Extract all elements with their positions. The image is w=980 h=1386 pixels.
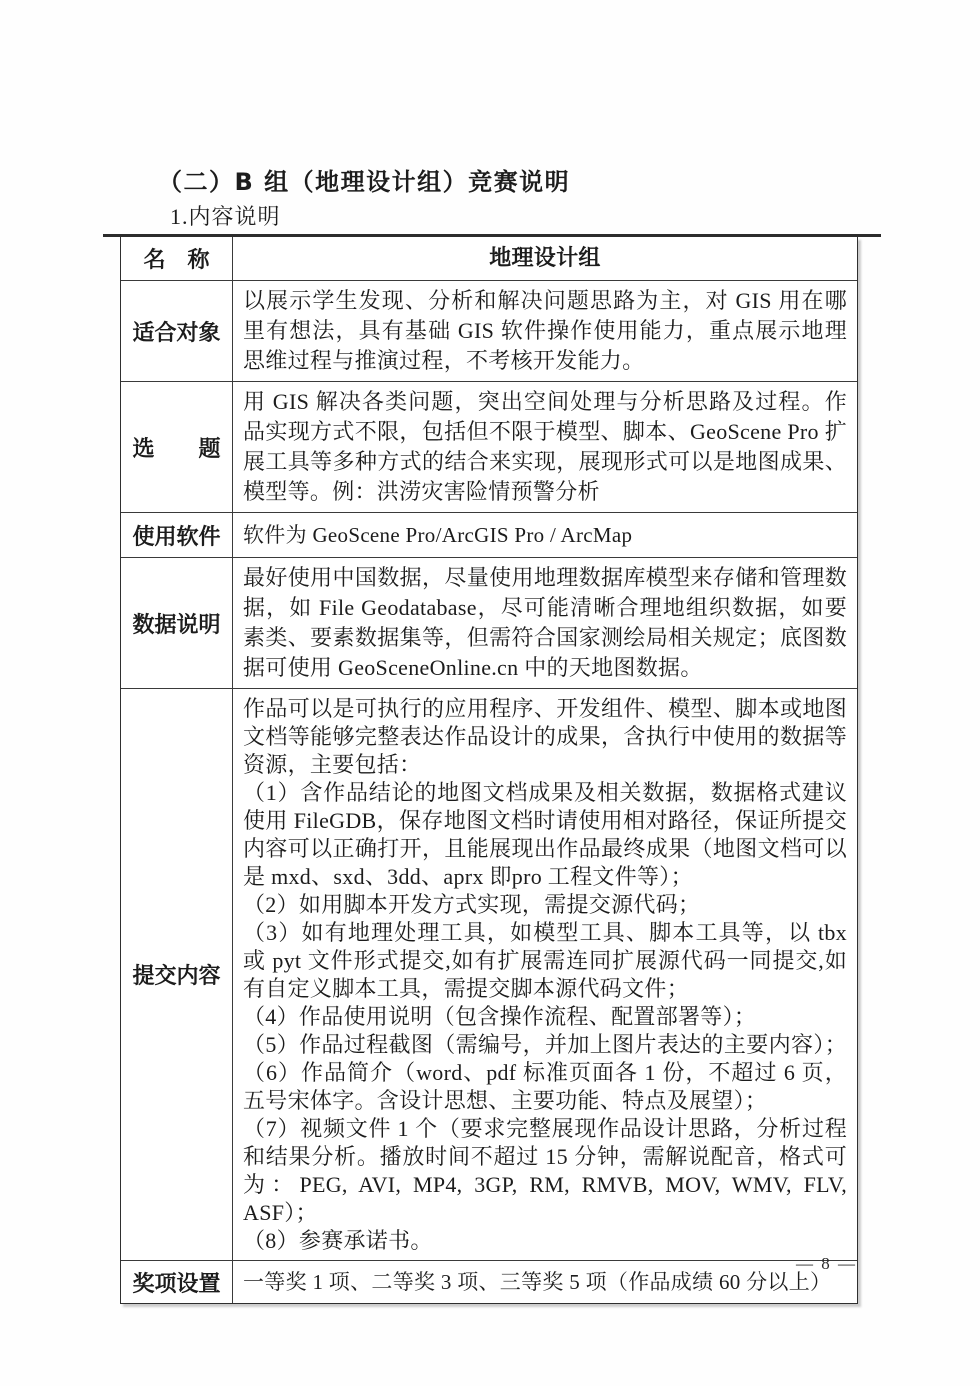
row-content — [233, 689, 857, 1260]
row-content — [233, 382, 857, 512]
paragraph: （3）如有地理处理工具，如模型工具、脚本工具等，以 tbx 或 pyt 文件形式提交,如有扩展需连同扩展源代码一同提交,如有自定义脚本工具，需提交脚本源代码文件； — [243, 920, 847, 1001]
row-label: 数据说明 — [121, 558, 233, 688]
paragraph: （7）视频文件 1 个（要求完整展现作品设计思路，分析过程和结果分析。播放时间不超过 15 分钟，需解说配音，格式可为：PEG, AVI, MP4, 3GP, RM, RMVB, MOV, WMV, FLV, ASF）； — [243, 1116, 847, 1225]
paragraph: 最好使用中国数据，尽量使用地理数据库模型来存储和管理数据，如 File Geodatabase，尽可能清晰合理地组织数据，如要素类、要素数据集等，但需符合国家测绘局相关规定；底图数据可使用 GeoSceneOnline.cn 中的天地图数据。 — [243, 565, 847, 680]
page-number: — 8 — — [796, 1254, 857, 1273]
paragraph: （1）含作品结论的地图文档成果及相关数据，数据格式建议使用 FileGDB，保存地图文档时请使用相对路径，保证所提交内容可以正确打开，且能展现出作品最终成果（地图文档可以是 mxd、sxd、3dd、aprx 即pro 工程文件等）； — [243, 780, 847, 889]
header-label-cell: 名 称 — [121, 237, 233, 280]
row-label: 奖项设置 — [121, 1261, 233, 1303]
table-row-software — [121, 512, 857, 557]
row-label: 选 题 — [121, 382, 233, 512]
row-content — [233, 558, 857, 688]
paragraph: 用 GIS 解决各类问题，突出空间处理与分析思路及过程。作品实现方式不限，包括但不限于模型、脚本、GeoScene Pro 扩展工具等多种方式的结合来实现，展现形式可以是地图成果、模型等。例：洪涝灾害险情预警分析 — [243, 389, 847, 504]
row-content — [233, 1261, 857, 1303]
row-content — [233, 513, 857, 557]
table-row-submission — [121, 688, 857, 1260]
content-table — [120, 237, 858, 1304]
section-subtitle: 1.内容说明 — [170, 204, 281, 229]
table-header-row — [121, 237, 857, 280]
header-value-cell — [233, 237, 857, 280]
paragraph: 以展示学生发现、分析和解决问题思路为主，对 GIS 用在哪里有想法，具有基础 GIS 软件操作使用能力，重点展示地理思维过程与推演过程，不考核开发能力。 — [243, 288, 847, 373]
table-row-data — [121, 557, 857, 688]
row-label: 提交内容 — [121, 689, 233, 1260]
paragraph: 作品可以是可执行的应用程序、开发组件、模型、脚本或地图文档等能够完整表达作品设计的成果，含执行中使用的数据等资源，主要包括： — [243, 696, 847, 777]
table-row-topic — [121, 381, 857, 512]
header-value: 地理设计组 — [489, 245, 601, 271]
paragraph: （4）作品使用说明（包含操作流程、配置部署等）； — [243, 1004, 757, 1029]
paragraph: 软件为 GeoScene Pro/ArcGIS Pro / ArcMap — [243, 523, 633, 547]
paragraph: （8）参赛承诺书。 — [243, 1228, 433, 1253]
paragraph: 一等奖 1 项、二等奖 3 项、三等奖 5 项（作品成绩 60 分以上） — [243, 1270, 832, 1294]
paragraph: （5）作品过程截图（需编号，并加上图片表达的主要内容）；（6）作品简介（word、pdf 标准页面各 1 份，不超过 6 页，五号宋体字。含设计思想、主要功能、特点及展望）； — [243, 1032, 847, 1113]
row-label: 使用软件 — [121, 513, 233, 557]
row-content — [233, 281, 857, 381]
paragraph: （2）如用脚本开发方式实现，需提交源代码； — [243, 892, 701, 917]
row-label: 适合对象 — [121, 281, 233, 381]
table-row-awards — [121, 1260, 857, 1303]
table-row-suitable — [121, 280, 857, 381]
page-title: （二）B 组（地理设计组）竞赛说明 — [158, 168, 571, 196]
